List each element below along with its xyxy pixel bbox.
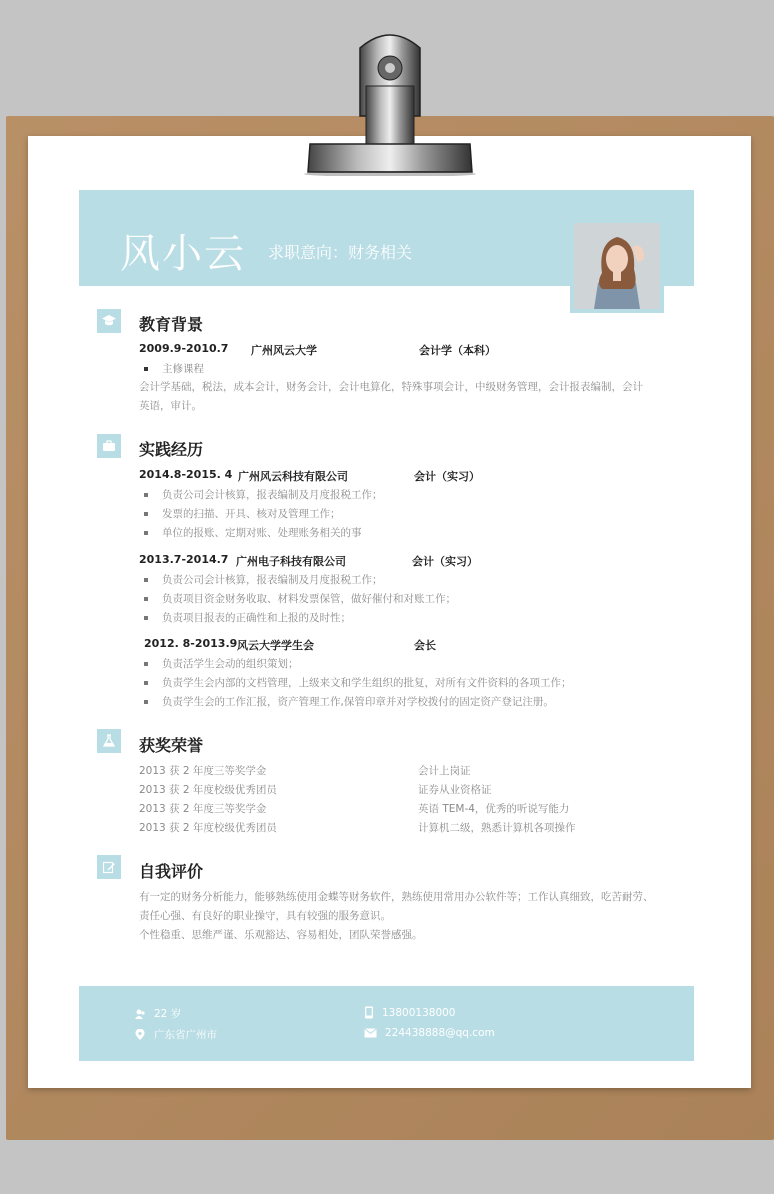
job3-item-text: 负责活学生会动的组织策划； [162, 658, 299, 670]
job2-item [144, 572, 383, 587]
awards-title: 获奖荣誉 [139, 736, 204, 755]
graduation-cap-icon [101, 314, 117, 328]
user-icon [134, 1008, 146, 1020]
location-info [134, 1027, 217, 1042]
bullet [144, 681, 148, 685]
practice-title: 实践经历 [139, 440, 204, 459]
course-line-2: 英语，审计。 [139, 400, 202, 412]
phone-info [364, 1006, 456, 1019]
award-left-item: 2013 获 2 年度三等奖学金 [139, 803, 267, 815]
bullet [144, 493, 148, 497]
profile-photo [570, 220, 664, 313]
award-right-item: 证券从业资格证 [418, 784, 492, 796]
bullet [144, 512, 148, 516]
job1-item-text: 单位的报账、定期对账、处理账务相关的事 [162, 527, 362, 539]
edit-icon [102, 860, 116, 874]
binder-clip [300, 26, 480, 176]
briefcase-icon [102, 440, 116, 452]
edu-school: 广州风云大学 [251, 344, 317, 357]
bullet [144, 367, 148, 371]
self-section-icon [97, 855, 121, 879]
job1-item-text: 发票的扫描、开具、核对及管理工作； [162, 508, 341, 520]
job2-org: 广州电子科技有限公司 [236, 555, 346, 568]
email-text: 224438888@qq.com [385, 1027, 495, 1039]
practice-section-icon [97, 434, 121, 458]
job2-period: 2013.7-2014.7 [139, 553, 229, 566]
course-label: 主修课程 [162, 363, 204, 375]
self-line: 有一定的财务分析能力，能够熟练使用金蝶等财务软件，熟练使用常用办公软件等；工作认真细致，吃苦耐劳、 [139, 891, 654, 903]
award-left-item: 2013 获 2 年度三等奖学金 [139, 765, 267, 777]
bullet [144, 578, 148, 582]
award-left-item: 2013 获 2 年度校级优秀团员 [139, 784, 277, 796]
portrait-image [574, 223, 660, 309]
self-line: 责任心强、有良好的职业操守，具有较强的服务意识。 [139, 910, 391, 922]
location-icon [134, 1029, 146, 1041]
award-right-item: 英语 TEM-4，优秀的听说写能力 [418, 803, 570, 815]
job1-org: 广州风云科技有限公司 [238, 470, 348, 483]
job3-item-text: 负责学生会内部的文档管理，上级来文和学生组织的批复，对所有文件资料的各项工作； [162, 677, 572, 689]
contact-band [79, 986, 694, 1061]
bullet [144, 662, 148, 666]
email-info [364, 1027, 495, 1039]
self-line: 个性稳重、思维严谨、乐观豁达、容易相处，团队荣誉感强。 [139, 929, 423, 941]
job1-item-text: 负责公司会计核算，报表编制及月度报税工作； [162, 489, 383, 501]
flask-icon [102, 734, 116, 748]
education-section-icon [97, 309, 121, 333]
bullet [144, 616, 148, 620]
mail-icon [364, 1028, 377, 1038]
job2-item-text: 负责公司会计核算，报表编制及月度报税工作； [162, 574, 383, 586]
education-title: 教育背景 [139, 315, 204, 334]
location-text: 广东省广州市 [154, 1029, 217, 1041]
bullet [144, 700, 148, 704]
age-info [134, 1006, 181, 1021]
job1-item [144, 487, 383, 502]
job-intention: 求职意向：财务相关 [268, 243, 413, 262]
job3-org: 风云大学学生会 [237, 639, 314, 652]
job1-period: 2014.8-2015. 4 [139, 468, 233, 481]
edu-period: 2009.9-2010.7 [139, 342, 229, 355]
job3-item [144, 675, 572, 690]
job3-role: 会长 [414, 639, 436, 652]
job3-item-text: 负责学生会的工作汇报，资产管理工作,保管印章并对学校拨付的固定资产登记注册。 [162, 696, 554, 708]
job3-period: 2012. 8-2013.9 [144, 637, 238, 650]
phone-icon [364, 1006, 374, 1019]
award-right-item: 计算机二级，熟悉计算机各项操作 [418, 822, 576, 834]
job2-item [144, 591, 456, 606]
job1-item [144, 506, 341, 521]
job2-item-text: 负责项目报表的正确性和上报的及时性； [162, 612, 351, 624]
job2-item [144, 610, 351, 625]
bullet [144, 531, 148, 535]
bullet [144, 597, 148, 601]
job2-role: 会计（实习） [412, 555, 478, 568]
award-left-item: 2013 获 2 年度校级优秀团员 [139, 822, 277, 834]
job3-item [144, 656, 299, 671]
job3-item [144, 694, 554, 709]
awards-section-icon [97, 729, 121, 753]
award-right-item: 会计上岗证 [418, 765, 471, 777]
self-title: 自我评价 [139, 862, 204, 881]
job1-item [144, 525, 362, 540]
course-label-row [144, 361, 204, 376]
job1-role: 会计（实习） [414, 470, 480, 483]
phone-text: 13800138000 [382, 1006, 456, 1019]
candidate-name: 风小云 [120, 231, 246, 277]
age-text: 22 岁 [154, 1008, 182, 1020]
course-line-1: 会计学基础，税法，成本会计，财务会计，会计电算化，特殊事项会计，中级财务管理，会计报表编制，会计 [139, 381, 643, 393]
job2-item-text: 负责项目资金财务收取、材料发票保管，做好催付和对账工作； [162, 593, 456, 605]
edu-major: 会计学（本科） [419, 344, 496, 357]
